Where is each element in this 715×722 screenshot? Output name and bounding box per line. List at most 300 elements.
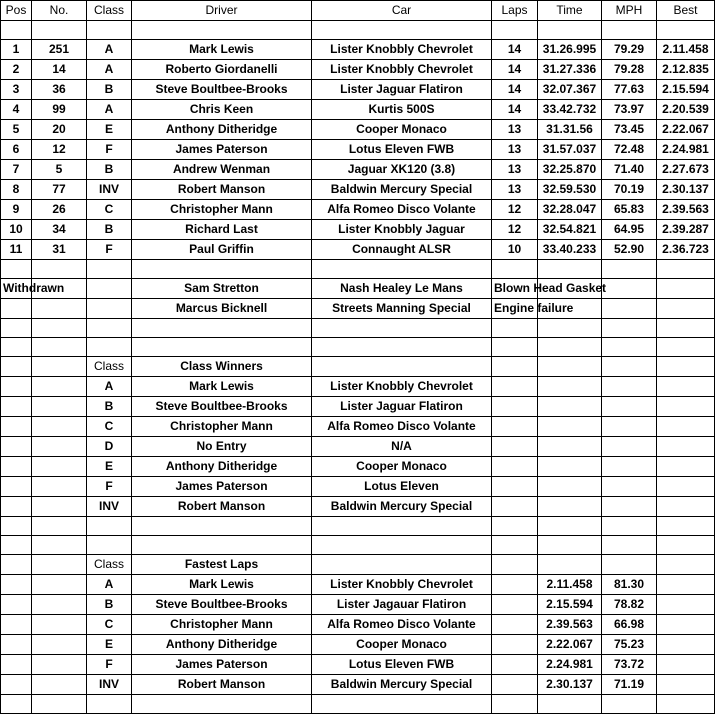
lap-mph-cell[interactable]: 71.19 — [602, 675, 657, 695]
empty-cell[interactable] — [87, 695, 132, 714]
header-best[interactable]: Best — [657, 1, 715, 21]
empty-cell[interactable] — [32, 695, 87, 714]
header-time[interactable]: Time — [538, 1, 602, 21]
empty-cell[interactable] — [1, 655, 32, 675]
pos-cell[interactable]: 2 — [1, 60, 32, 80]
empty-cell[interactable] — [538, 517, 602, 536]
empty-cell[interactable] — [312, 319, 492, 338]
laps-cell[interactable]: 13 — [492, 180, 538, 200]
best-cell[interactable]: 2.11.458 — [657, 40, 715, 60]
class-cell[interactable]: E — [87, 457, 132, 477]
empty-cell[interactable] — [602, 397, 657, 417]
time-cell[interactable]: 31.57.037 — [538, 140, 602, 160]
empty-cell[interactable] — [132, 319, 312, 338]
car-cell[interactable]: Baldwin Mercury Special — [312, 675, 492, 695]
empty-cell[interactable] — [87, 299, 132, 319]
empty-cell[interactable] — [492, 635, 538, 655]
class-cell[interactable]: E — [87, 635, 132, 655]
lap-mph-cell[interactable]: 75.23 — [602, 635, 657, 655]
empty-cell[interactable] — [538, 319, 602, 338]
empty-cell[interactable] — [602, 497, 657, 517]
empty-cell[interactable] — [32, 377, 87, 397]
empty-cell[interactable] — [538, 338, 602, 357]
class-cell[interactable]: B — [87, 397, 132, 417]
empty-cell[interactable] — [492, 437, 538, 457]
driver-cell[interactable]: Andrew Wenman — [132, 160, 312, 180]
laps-cell[interactable]: 13 — [492, 140, 538, 160]
empty-cell[interactable] — [32, 655, 87, 675]
number-cell[interactable]: 99 — [32, 100, 87, 120]
car-cell[interactable]: Lotus Eleven FWB — [312, 655, 492, 675]
empty-cell[interactable] — [1, 575, 32, 595]
class-cell[interactable]: A — [87, 575, 132, 595]
number-cell[interactable]: 14 — [32, 60, 87, 80]
empty-cell[interactable] — [1, 595, 32, 615]
withdrawn-car[interactable]: Streets Manning Special — [312, 299, 492, 319]
empty-cell[interactable] — [657, 357, 715, 377]
empty-cell[interactable] — [1, 555, 32, 575]
class-cell[interactable]: F — [87, 140, 132, 160]
withdrawn-reason[interactable]: Engine failure — [492, 299, 538, 319]
empty-cell[interactable] — [87, 517, 132, 536]
empty-cell[interactable] — [657, 575, 715, 595]
mph-cell[interactable]: 79.28 — [602, 60, 657, 80]
empty-cell[interactable] — [657, 536, 715, 555]
empty-cell[interactable] — [87, 319, 132, 338]
car-cell[interactable]: Cooper Monaco — [312, 120, 492, 140]
empty-cell[interactable] — [32, 635, 87, 655]
lap-mph-cell[interactable]: 81.30 — [602, 575, 657, 595]
car-cell[interactable]: Lister Knobbly Chevrolet — [312, 575, 492, 595]
empty-cell[interactable] — [492, 397, 538, 417]
car-cell[interactable]: Baldwin Mercury Special — [312, 180, 492, 200]
pos-cell[interactable]: 1 — [1, 40, 32, 60]
lap-mph-cell[interactable]: 66.98 — [602, 615, 657, 635]
laps-cell[interactable]: 10 — [492, 240, 538, 260]
empty-cell[interactable] — [657, 555, 715, 575]
number-cell[interactable]: 5 — [32, 160, 87, 180]
class-cell[interactable]: B — [87, 595, 132, 615]
empty-cell[interactable] — [492, 377, 538, 397]
time-cell[interactable]: 31.31.56 — [538, 120, 602, 140]
class-cell[interactable]: INV — [87, 180, 132, 200]
class-cell[interactable]: A — [87, 40, 132, 60]
empty-cell[interactable] — [1, 695, 32, 714]
empty-cell[interactable] — [657, 260, 715, 279]
pos-cell[interactable]: 8 — [1, 180, 32, 200]
empty-cell[interactable] — [657, 675, 715, 695]
car-cell[interactable]: Cooper Monaco — [312, 635, 492, 655]
car-cell[interactable]: Lister Knobbly Chevrolet — [312, 40, 492, 60]
empty-cell[interactable] — [1, 536, 32, 555]
number-cell[interactable]: 34 — [32, 220, 87, 240]
empty-cell[interactable] — [657, 319, 715, 338]
empty-cell[interactable] — [492, 457, 538, 477]
driver-cell[interactable]: Christopher Mann — [132, 417, 312, 437]
empty-cell[interactable] — [602, 21, 657, 40]
mph-cell[interactable]: 77.63 — [602, 80, 657, 100]
empty-cell[interactable] — [492, 575, 538, 595]
lap-time-cell[interactable]: 2.30.137 — [538, 675, 602, 695]
empty-cell[interactable] — [492, 695, 538, 714]
lap-time-cell[interactable]: 2.39.563 — [538, 615, 602, 635]
header-class[interactable]: Class — [87, 1, 132, 21]
lap-time-cell[interactable]: 2.15.594 — [538, 595, 602, 615]
empty-cell[interactable] — [657, 615, 715, 635]
header-car[interactable]: Car — [312, 1, 492, 21]
number-cell[interactable]: 12 — [32, 140, 87, 160]
pos-cell[interactable]: 4 — [1, 100, 32, 120]
best-cell[interactable]: 2.39.563 — [657, 200, 715, 220]
time-cell[interactable]: 32.25.870 — [538, 160, 602, 180]
car-cell[interactable]: N/A — [312, 437, 492, 457]
empty-cell[interactable] — [312, 555, 492, 575]
empty-cell[interactable] — [87, 536, 132, 555]
best-cell[interactable]: 2.24.981 — [657, 140, 715, 160]
class-cell[interactable]: INV — [87, 497, 132, 517]
empty-cell[interactable] — [1, 675, 32, 695]
empty-cell[interactable] — [492, 595, 538, 615]
driver-cell[interactable]: Anthony Ditheridge — [132, 120, 312, 140]
empty-cell[interactable] — [87, 260, 132, 279]
empty-cell[interactable] — [538, 357, 602, 377]
lap-time-cell[interactable]: 2.22.067 — [538, 635, 602, 655]
empty-cell[interactable] — [657, 397, 715, 417]
pos-cell[interactable]: 11 — [1, 240, 32, 260]
car-cell[interactable]: Lister Jaguar Flatiron — [312, 397, 492, 417]
class-cell[interactable]: C — [87, 615, 132, 635]
driver-cell[interactable]: Steve Boultbee-Brooks — [132, 397, 312, 417]
empty-cell[interactable] — [657, 457, 715, 477]
empty-cell[interactable] — [32, 555, 87, 575]
empty-cell[interactable] — [132, 695, 312, 714]
empty-cell[interactable] — [32, 477, 87, 497]
driver-cell[interactable]: Robert Manson — [132, 180, 312, 200]
empty-cell[interactable] — [312, 21, 492, 40]
empty-cell[interactable] — [1, 357, 32, 377]
driver-cell[interactable]: No Entry — [132, 437, 312, 457]
lap-time-cell[interactable]: 2.24.981 — [538, 655, 602, 675]
class-cell[interactable]: C — [87, 200, 132, 220]
empty-cell[interactable] — [492, 536, 538, 555]
empty-cell[interactable] — [32, 615, 87, 635]
empty-cell[interactable] — [132, 517, 312, 536]
empty-cell[interactable] — [538, 417, 602, 437]
driver-cell[interactable]: Paul Griffin — [132, 240, 312, 260]
withdrawn-driver[interactable]: Sam Stretton — [132, 279, 312, 299]
empty-cell[interactable] — [1, 417, 32, 437]
empty-cell[interactable] — [87, 279, 132, 299]
time-cell[interactable]: 32.07.367 — [538, 80, 602, 100]
best-cell[interactable]: 2.27.673 — [657, 160, 715, 180]
empty-cell[interactable] — [1, 615, 32, 635]
time-cell[interactable]: 31.26.995 — [538, 40, 602, 60]
empty-cell[interactable] — [1, 437, 32, 457]
driver-cell[interactable]: Chris Keen — [132, 100, 312, 120]
best-cell[interactable]: 2.15.594 — [657, 80, 715, 100]
time-cell[interactable]: 32.59.530 — [538, 180, 602, 200]
empty-cell[interactable] — [538, 497, 602, 517]
empty-cell[interactable] — [492, 615, 538, 635]
empty-cell[interactable] — [602, 260, 657, 279]
car-cell[interactable]: Cooper Monaco — [312, 457, 492, 477]
empty-cell[interactable] — [492, 417, 538, 437]
empty-cell[interactable] — [657, 595, 715, 615]
car-cell[interactable]: Alfa Romeo Disco Volante — [312, 417, 492, 437]
empty-cell[interactable] — [32, 595, 87, 615]
driver-cell[interactable]: Christopher Mann — [132, 615, 312, 635]
empty-cell[interactable] — [132, 536, 312, 555]
driver-cell[interactable]: Roberto Giordanelli — [132, 60, 312, 80]
empty-cell[interactable] — [657, 517, 715, 536]
empty-cell[interactable] — [32, 497, 87, 517]
class-cell[interactable]: B — [87, 160, 132, 180]
car-cell[interactable]: Baldwin Mercury Special — [312, 497, 492, 517]
class-cell[interactable]: E — [87, 120, 132, 140]
empty-cell[interactable] — [538, 260, 602, 279]
empty-cell[interactable] — [132, 21, 312, 40]
empty-cell[interactable] — [657, 417, 715, 437]
lap-mph-cell[interactable]: 73.72 — [602, 655, 657, 675]
driver-cell[interactable]: James Paterson — [132, 140, 312, 160]
car-cell[interactable]: Lister Knobbly Chevrolet — [312, 60, 492, 80]
empty-cell[interactable] — [657, 21, 715, 40]
best-cell[interactable]: 2.39.287 — [657, 220, 715, 240]
empty-cell[interactable] — [32, 397, 87, 417]
empty-cell[interactable] — [657, 437, 715, 457]
empty-cell[interactable] — [87, 338, 132, 357]
lap-time-cell[interactable]: 2.11.458 — [538, 575, 602, 595]
laps-cell[interactable]: 12 — [492, 220, 538, 240]
driver-cell[interactable]: Mark Lewis — [132, 40, 312, 60]
driver-cell[interactable]: Mark Lewis — [132, 377, 312, 397]
number-cell[interactable]: 20 — [32, 120, 87, 140]
empty-cell[interactable] — [538, 457, 602, 477]
empty-cell[interactable] — [602, 457, 657, 477]
car-cell[interactable]: Lotus Eleven FWB — [312, 140, 492, 160]
driver-cell[interactable]: Anthony Ditheridge — [132, 635, 312, 655]
time-cell[interactable]: 33.42.732 — [538, 100, 602, 120]
empty-cell[interactable] — [1, 21, 32, 40]
empty-cell[interactable] — [602, 555, 657, 575]
fastest-laps-title[interactable]: Fastest Laps — [132, 555, 312, 575]
empty-cell[interactable] — [87, 21, 132, 40]
empty-cell[interactable] — [312, 536, 492, 555]
empty-cell[interactable] — [1, 397, 32, 417]
empty-cell[interactable] — [32, 21, 87, 40]
best-cell[interactable]: 2.30.137 — [657, 180, 715, 200]
empty-cell[interactable] — [602, 477, 657, 497]
withdrawn-driver[interactable]: Marcus Bicknell — [132, 299, 312, 319]
empty-cell[interactable] — [602, 279, 657, 299]
empty-cell[interactable] — [538, 397, 602, 417]
empty-cell[interactable] — [657, 338, 715, 357]
car-cell[interactable]: Lister Knobbly Jaguar — [312, 220, 492, 240]
driver-cell[interactable]: Anthony Ditheridge — [132, 457, 312, 477]
best-cell[interactable]: 2.36.723 — [657, 240, 715, 260]
best-cell[interactable]: 2.22.067 — [657, 120, 715, 140]
driver-cell[interactable]: Christopher Mann — [132, 200, 312, 220]
number-cell[interactable]: 31 — [32, 240, 87, 260]
class-cell[interactable]: A — [87, 377, 132, 397]
pos-cell[interactable]: 6 — [1, 140, 32, 160]
empty-cell[interactable] — [312, 357, 492, 377]
mph-cell[interactable]: 52.90 — [602, 240, 657, 260]
empty-cell[interactable] — [492, 319, 538, 338]
empty-cell[interactable] — [602, 338, 657, 357]
empty-cell[interactable] — [538, 477, 602, 497]
empty-cell[interactable] — [602, 536, 657, 555]
empty-cell[interactable] — [657, 655, 715, 675]
lap-mph-cell[interactable]: 78.82 — [602, 595, 657, 615]
withdrawn-car[interactable]: Nash Healey Le Mans — [312, 279, 492, 299]
header-mph[interactable]: MPH — [602, 1, 657, 21]
class-winners-class-header[interactable]: Class — [87, 357, 132, 377]
header-driver[interactable]: Driver — [132, 1, 312, 21]
class-cell[interactable]: F — [87, 477, 132, 497]
laps-cell[interactable]: 14 — [492, 60, 538, 80]
car-cell[interactable]: Kurtis 500S — [312, 100, 492, 120]
laps-cell[interactable]: 13 — [492, 160, 538, 180]
empty-cell[interactable] — [1, 299, 32, 319]
driver-cell[interactable]: Richard Last — [132, 220, 312, 240]
mph-cell[interactable]: 70.19 — [602, 180, 657, 200]
empty-cell[interactable] — [1, 377, 32, 397]
driver-cell[interactable]: Steve Boultbee-Brooks — [132, 80, 312, 100]
empty-cell[interactable] — [602, 357, 657, 377]
mph-cell[interactable]: 73.97 — [602, 100, 657, 120]
empty-cell[interactable] — [492, 517, 538, 536]
empty-cell[interactable] — [538, 536, 602, 555]
laps-cell[interactable]: 12 — [492, 200, 538, 220]
header-no[interactable]: No. — [32, 1, 87, 21]
empty-cell[interactable] — [538, 555, 602, 575]
empty-cell[interactable] — [1, 319, 32, 338]
empty-cell[interactable] — [602, 299, 657, 319]
empty-cell[interactable] — [538, 377, 602, 397]
car-cell[interactable]: Alfa Romeo Disco Volante — [312, 200, 492, 220]
car-cell[interactable]: Lister Jaguar Flatiron — [312, 80, 492, 100]
driver-cell[interactable]: James Paterson — [132, 655, 312, 675]
pos-cell[interactable]: 9 — [1, 200, 32, 220]
empty-cell[interactable] — [657, 299, 715, 319]
withdrawn-reason[interactable]: Blown Head Gasket — [492, 279, 538, 299]
empty-cell[interactable] — [132, 260, 312, 279]
driver-cell[interactable]: Robert Manson — [132, 675, 312, 695]
empty-cell[interactable] — [32, 536, 87, 555]
best-cell[interactable]: 2.12.835 — [657, 60, 715, 80]
empty-cell[interactable] — [492, 655, 538, 675]
withdrawn-label[interactable]: Withdrawn — [1, 279, 32, 299]
car-cell[interactable]: Jaguar XK120 (3.8) — [312, 160, 492, 180]
empty-cell[interactable] — [32, 457, 87, 477]
empty-cell[interactable] — [492, 357, 538, 377]
empty-cell[interactable] — [1, 260, 32, 279]
mph-cell[interactable]: 72.48 — [602, 140, 657, 160]
laps-cell[interactable]: 14 — [492, 40, 538, 60]
empty-cell[interactable] — [492, 555, 538, 575]
driver-cell[interactable]: James Paterson — [132, 477, 312, 497]
number-cell[interactable]: 36 — [32, 80, 87, 100]
empty-cell[interactable] — [32, 357, 87, 377]
best-cell[interactable]: 2.20.539 — [657, 100, 715, 120]
number-cell[interactable]: 251 — [32, 40, 87, 60]
car-cell[interactable]: Connaught ALSR — [312, 240, 492, 260]
class-cell[interactable]: F — [87, 240, 132, 260]
empty-cell[interactable] — [492, 477, 538, 497]
empty-cell[interactable] — [492, 675, 538, 695]
pos-cell[interactable]: 7 — [1, 160, 32, 180]
driver-cell[interactable]: Robert Manson — [132, 497, 312, 517]
empty-cell[interactable] — [657, 635, 715, 655]
empty-cell[interactable] — [32, 675, 87, 695]
empty-cell[interactable] — [32, 260, 87, 279]
time-cell[interactable]: 32.54.821 — [538, 220, 602, 240]
empty-cell[interactable] — [602, 517, 657, 536]
header-pos[interactable]: Pos — [1, 1, 32, 21]
empty-cell[interactable] — [1, 457, 32, 477]
empty-cell[interactable] — [602, 377, 657, 397]
empty-cell[interactable] — [657, 695, 715, 714]
mph-cell[interactable]: 79.29 — [602, 40, 657, 60]
empty-cell[interactable] — [538, 21, 602, 40]
empty-cell[interactable] — [32, 417, 87, 437]
empty-cell[interactable] — [602, 319, 657, 338]
empty-cell[interactable] — [312, 517, 492, 536]
empty-cell[interactable] — [312, 338, 492, 357]
empty-cell[interactable] — [492, 338, 538, 357]
number-cell[interactable]: 26 — [32, 200, 87, 220]
mph-cell[interactable]: 64.95 — [602, 220, 657, 240]
class-cell[interactable]: B — [87, 220, 132, 240]
empty-cell[interactable] — [492, 21, 538, 40]
driver-cell[interactable]: Mark Lewis — [132, 575, 312, 595]
laps-cell[interactable]: 14 — [492, 80, 538, 100]
empty-cell[interactable] — [602, 695, 657, 714]
car-cell[interactable]: Lotus Eleven — [312, 477, 492, 497]
empty-cell[interactable] — [32, 319, 87, 338]
pos-cell[interactable]: 10 — [1, 220, 32, 240]
empty-cell[interactable] — [657, 377, 715, 397]
class-cell[interactable]: A — [87, 100, 132, 120]
class-cell[interactable]: B — [87, 80, 132, 100]
empty-cell[interactable] — [32, 517, 87, 536]
empty-cell[interactable] — [312, 695, 492, 714]
number-cell[interactable]: 77 — [32, 180, 87, 200]
time-cell[interactable]: 32.28.047 — [538, 200, 602, 220]
pos-cell[interactable]: 5 — [1, 120, 32, 140]
car-cell[interactable]: Lister Knobbly Chevrolet — [312, 377, 492, 397]
empty-cell[interactable] — [1, 497, 32, 517]
mph-cell[interactable]: 71.40 — [602, 160, 657, 180]
empty-cell[interactable] — [312, 260, 492, 279]
empty-cell[interactable] — [657, 279, 715, 299]
header-laps[interactable]: Laps — [492, 1, 538, 21]
empty-cell[interactable] — [538, 437, 602, 457]
class-cell[interactable]: C — [87, 417, 132, 437]
empty-cell[interactable] — [1, 477, 32, 497]
class-cell[interactable]: A — [87, 60, 132, 80]
empty-cell[interactable] — [32, 338, 87, 357]
empty-cell[interactable] — [657, 477, 715, 497]
empty-cell[interactable] — [492, 497, 538, 517]
time-cell[interactable]: 33.40.233 — [538, 240, 602, 260]
empty-cell[interactable] — [538, 695, 602, 714]
mph-cell[interactable]: 73.45 — [602, 120, 657, 140]
car-cell[interactable]: Alfa Romeo Disco Volante — [312, 615, 492, 635]
empty-cell[interactable] — [32, 299, 87, 319]
time-cell[interactable]: 31.27.336 — [538, 60, 602, 80]
